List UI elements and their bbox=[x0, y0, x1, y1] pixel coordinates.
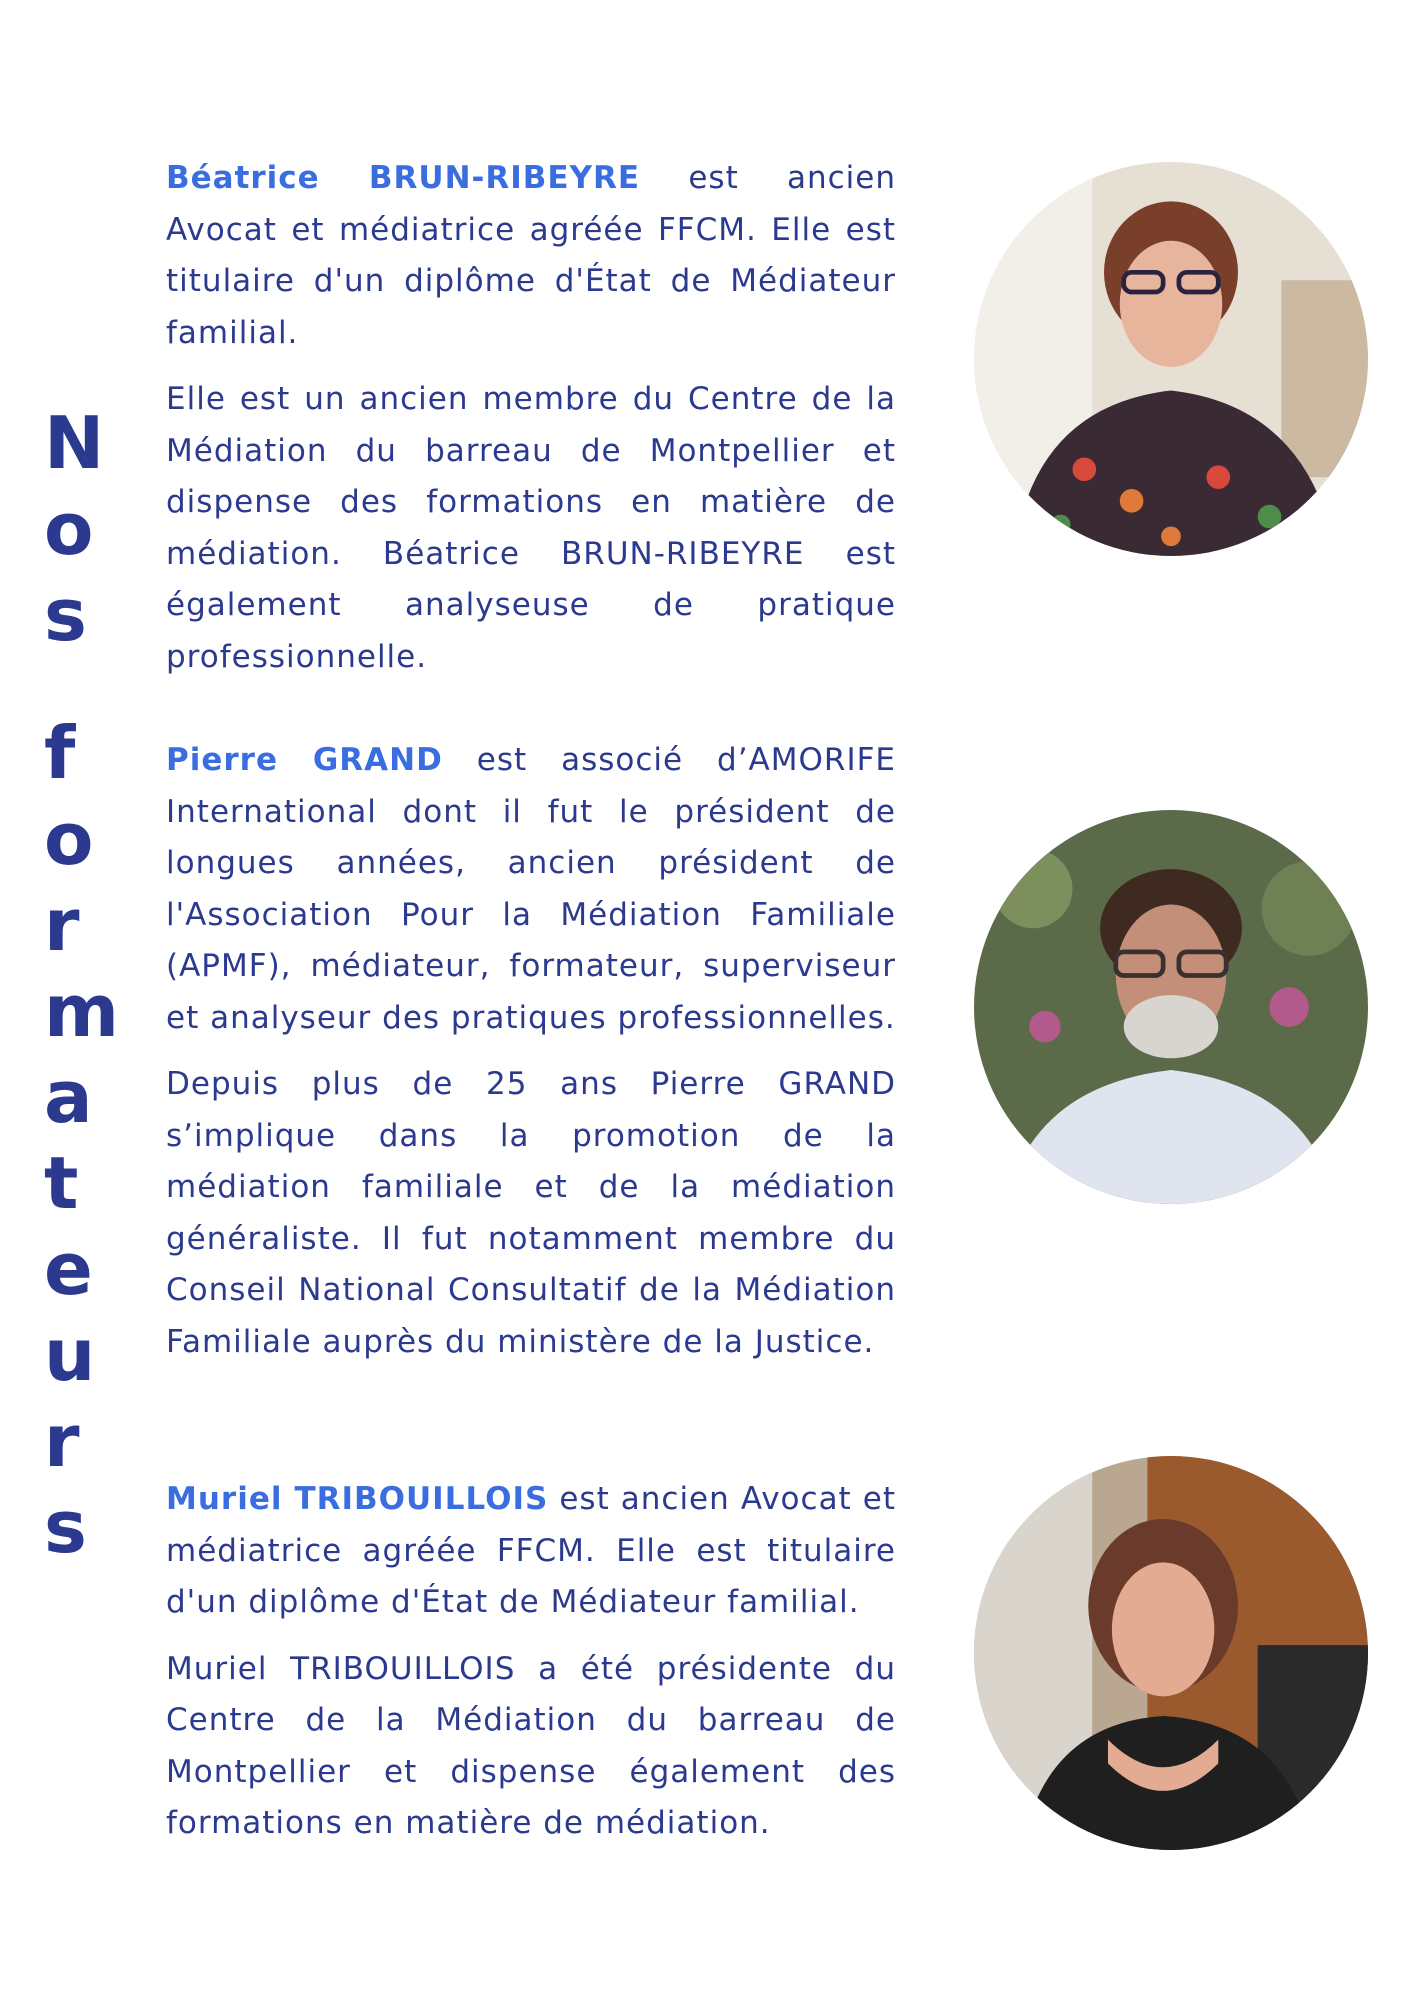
title-letter: t bbox=[44, 1141, 79, 1225]
trainer-bio-muriel bbox=[166, 1474, 896, 1865]
title-letter: s bbox=[44, 573, 87, 657]
bio-paragraph bbox=[166, 735, 896, 1044]
title-letter: r bbox=[44, 1399, 80, 1483]
trainer-name: Béatrice BRUN-RIBEYRE bbox=[166, 160, 641, 196]
title-letter: a bbox=[44, 1055, 93, 1139]
bio-paragraph: Muriel TRIBOUILLOIS a été présidente du Centre de la Médiation du barreau de Montpellier et dispense également des formations en matière de médiation. bbox=[166, 1650, 896, 1841]
title-letter: o bbox=[44, 487, 94, 571]
bio-paragraph bbox=[166, 1474, 896, 1629]
title-letter: r bbox=[44, 883, 80, 967]
bio-paragraph: Elle est un ancien membre du Centre de la Médiation du barreau de Montpellier et dispense des formations en matière de médiation. Béatrice BRUN-RIBEYRE est également analyseuse de pratique professionnelle. bbox=[166, 381, 896, 675]
bio-text: est associé d’AMORIFE International dont il fut le président de longues années, ancien président de l'Association Pour la Médiation Familiale (APMF), médiateur, formateur, superviseur et analyseur des pratiques professionnelles. bbox=[166, 742, 897, 1036]
trainer-bio-pierre bbox=[166, 735, 896, 1383]
trainer-photo-beatrice bbox=[974, 162, 1368, 556]
title-letter: u bbox=[44, 1313, 96, 1397]
title-letter: s bbox=[44, 1485, 87, 1569]
trainer-photo-muriel bbox=[974, 1456, 1368, 1850]
title-letter: e bbox=[44, 1227, 93, 1311]
title-letter: m bbox=[44, 969, 120, 1053]
bio-paragraph bbox=[166, 153, 896, 359]
trainer-name: Pierre GRAND bbox=[166, 742, 443, 778]
trainer-photo-pierre bbox=[974, 810, 1368, 1204]
page-title bbox=[44, 400, 124, 1570]
title-letter: N bbox=[44, 401, 105, 485]
trainer-bio-beatrice bbox=[166, 153, 896, 698]
title-letter: f bbox=[44, 711, 76, 795]
bio-text: est ancien Avocat et médiatrice agréée FFCM. Elle est titulaire d'un diplôme d'État de Médiateur familial. bbox=[166, 1481, 896, 1620]
bio-paragraph: Depuis plus de 25 ans Pierre GRAND s’implique dans la promotion de la médiation familiale et de la médiation généraliste. Il fut notamment membre du Conseil National Consultatif de la Médiation Familiale auprès du ministère de la Justice. bbox=[166, 1066, 896, 1360]
trainer-name: Muriel TRIBOUILLOIS bbox=[166, 1481, 549, 1517]
bio-text: est ancien Avocat et médiatrice agréée FFCM. Elle est titulaire d'un diplôme d'État de Médiateur familial. bbox=[166, 160, 897, 351]
title-letter: o bbox=[44, 797, 94, 881]
